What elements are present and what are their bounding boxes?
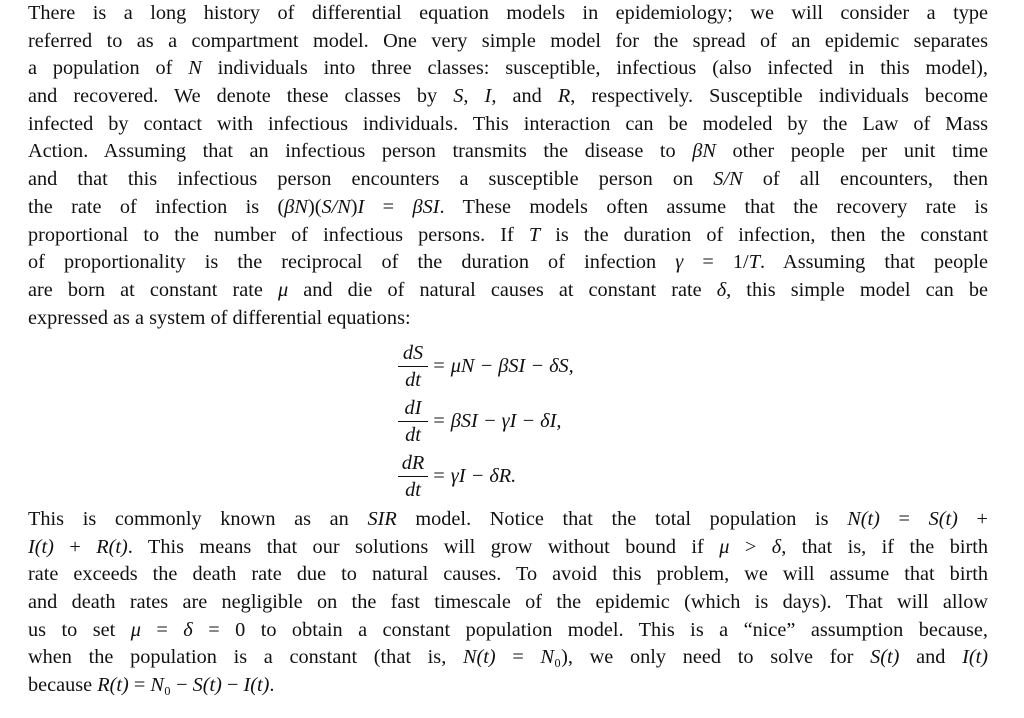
text-line: when the population is a constant (that is, N(t) = N₀), we only need to solve for S(t) and I(t) [28,646,988,669]
text-line: are born at constant rate μ and die of natural causes at constant rate δ, this simple model can be [28,278,988,301]
text-line: proportional to the number of infectious persons. If T is the duration of infection, then the constant [28,223,988,246]
math-symbol: N [150,674,164,697]
text-line: There is a long history of differential equation models in epidemiology; we will consider a type [28,2,988,24]
math-symbol: N [188,57,202,80]
text-line: infected by contact with infectious individuals. This interaction can be modeled by the Law of Mass [28,112,988,135]
math-symbol: βSI [412,195,440,218]
math-symbol: I(t) [962,646,988,669]
text-line: and recovered. We denote these classes by S, I, and R, respectively. Susceptible individuals become [28,85,988,108]
math-symbol: βN [692,140,716,163]
denominator: dt [405,424,421,446]
math-symbol: βN [284,195,308,218]
text-line: expressed as a system of differential equations: [28,306,411,329]
paragraph-intro [28,0,988,332]
equation-rhs: = βSI − γI − δI, [432,410,562,432]
fraction [398,340,428,393]
math-symbol: S(t) [192,674,222,697]
text-line: a population of N individuals into three classes: susceptible, infectious (also infected in this model), [28,57,988,80]
text-line: because R(t) = N₀ − S(t) − I(t). [28,674,275,697]
math-symbol: δ [771,535,782,558]
text-line: referred to as a compartment model. One very simple model for the spread of an epidemic separates [28,29,988,52]
equation-rhs: = μN − βSI − δS, [432,355,574,377]
math-symbol: N [540,646,555,669]
text-line: and that this infectious person encounters a susceptible person on S/N of all encounters, then [28,168,988,191]
math-symbol: S(t) [928,508,958,530]
math-symbol: R(t) [97,674,129,697]
math-symbol: I(t) [28,535,54,558]
numerator: dI [398,395,428,422]
math-symbol: μ [719,535,730,558]
text-line: of proportionality is the reciprocal of the duration of infection γ = 1/T. Assuming that people [28,251,988,274]
math-symbol: I [357,195,365,218]
math-symbol: S/N [321,195,351,218]
math-symbol: I(t) [243,674,270,697]
math-symbol: S/N [713,168,743,191]
numerator: dS [398,340,428,367]
math-symbol: I [484,85,492,108]
math-symbol: R [557,85,571,108]
math-symbol: S [453,85,464,108]
math-symbol: SIR [367,508,397,530]
paragraph-sir-model [28,506,988,700]
equation-rhs: = γI − δR. [432,465,517,487]
math-symbol: R(t) [96,535,128,558]
text-line: Action. Assuming that an infectious person transmits the disease to βN other people per unit time [28,140,988,163]
math-symbol: S(t) [870,646,900,669]
fraction [398,395,428,448]
text-line: rate exceeds the death rate due to natural causes. To avoid this problem, we will assume that birth [28,563,988,586]
math-symbol: γ [675,251,684,274]
fraction [398,450,428,503]
text-line: and death rates are negligible on the fast timescale of the epidemic (which is days). That will allow [28,591,988,614]
text-line: I(t) + R(t). This means that our solutions will grow without bound if μ > δ, that is, if the birth [28,535,988,558]
numerator: dR [398,450,428,477]
math-symbol: T [748,251,760,274]
math-symbol: δ [716,278,727,301]
math-symbol: N(t) [847,508,880,530]
math-symbol: μ [277,278,289,301]
text-line: us to set μ = δ = 0 to obtain a constant population model. This is a “nice” assumption because, [28,618,988,641]
denominator: dt [405,369,421,391]
text-line: the rate of infection is (βN)(S/N)I = βSI. These models often assume that the recovery rate is [28,195,988,218]
math-symbol: δ [183,618,193,641]
text-line: This is commonly known as an SIR model. Notice that the total population is N(t) = S(t) + [28,508,988,530]
math-symbol: μ [130,618,141,641]
math-symbol: N(t) [462,646,496,669]
denominator: dt [405,479,421,501]
math-symbol: T [528,223,541,246]
